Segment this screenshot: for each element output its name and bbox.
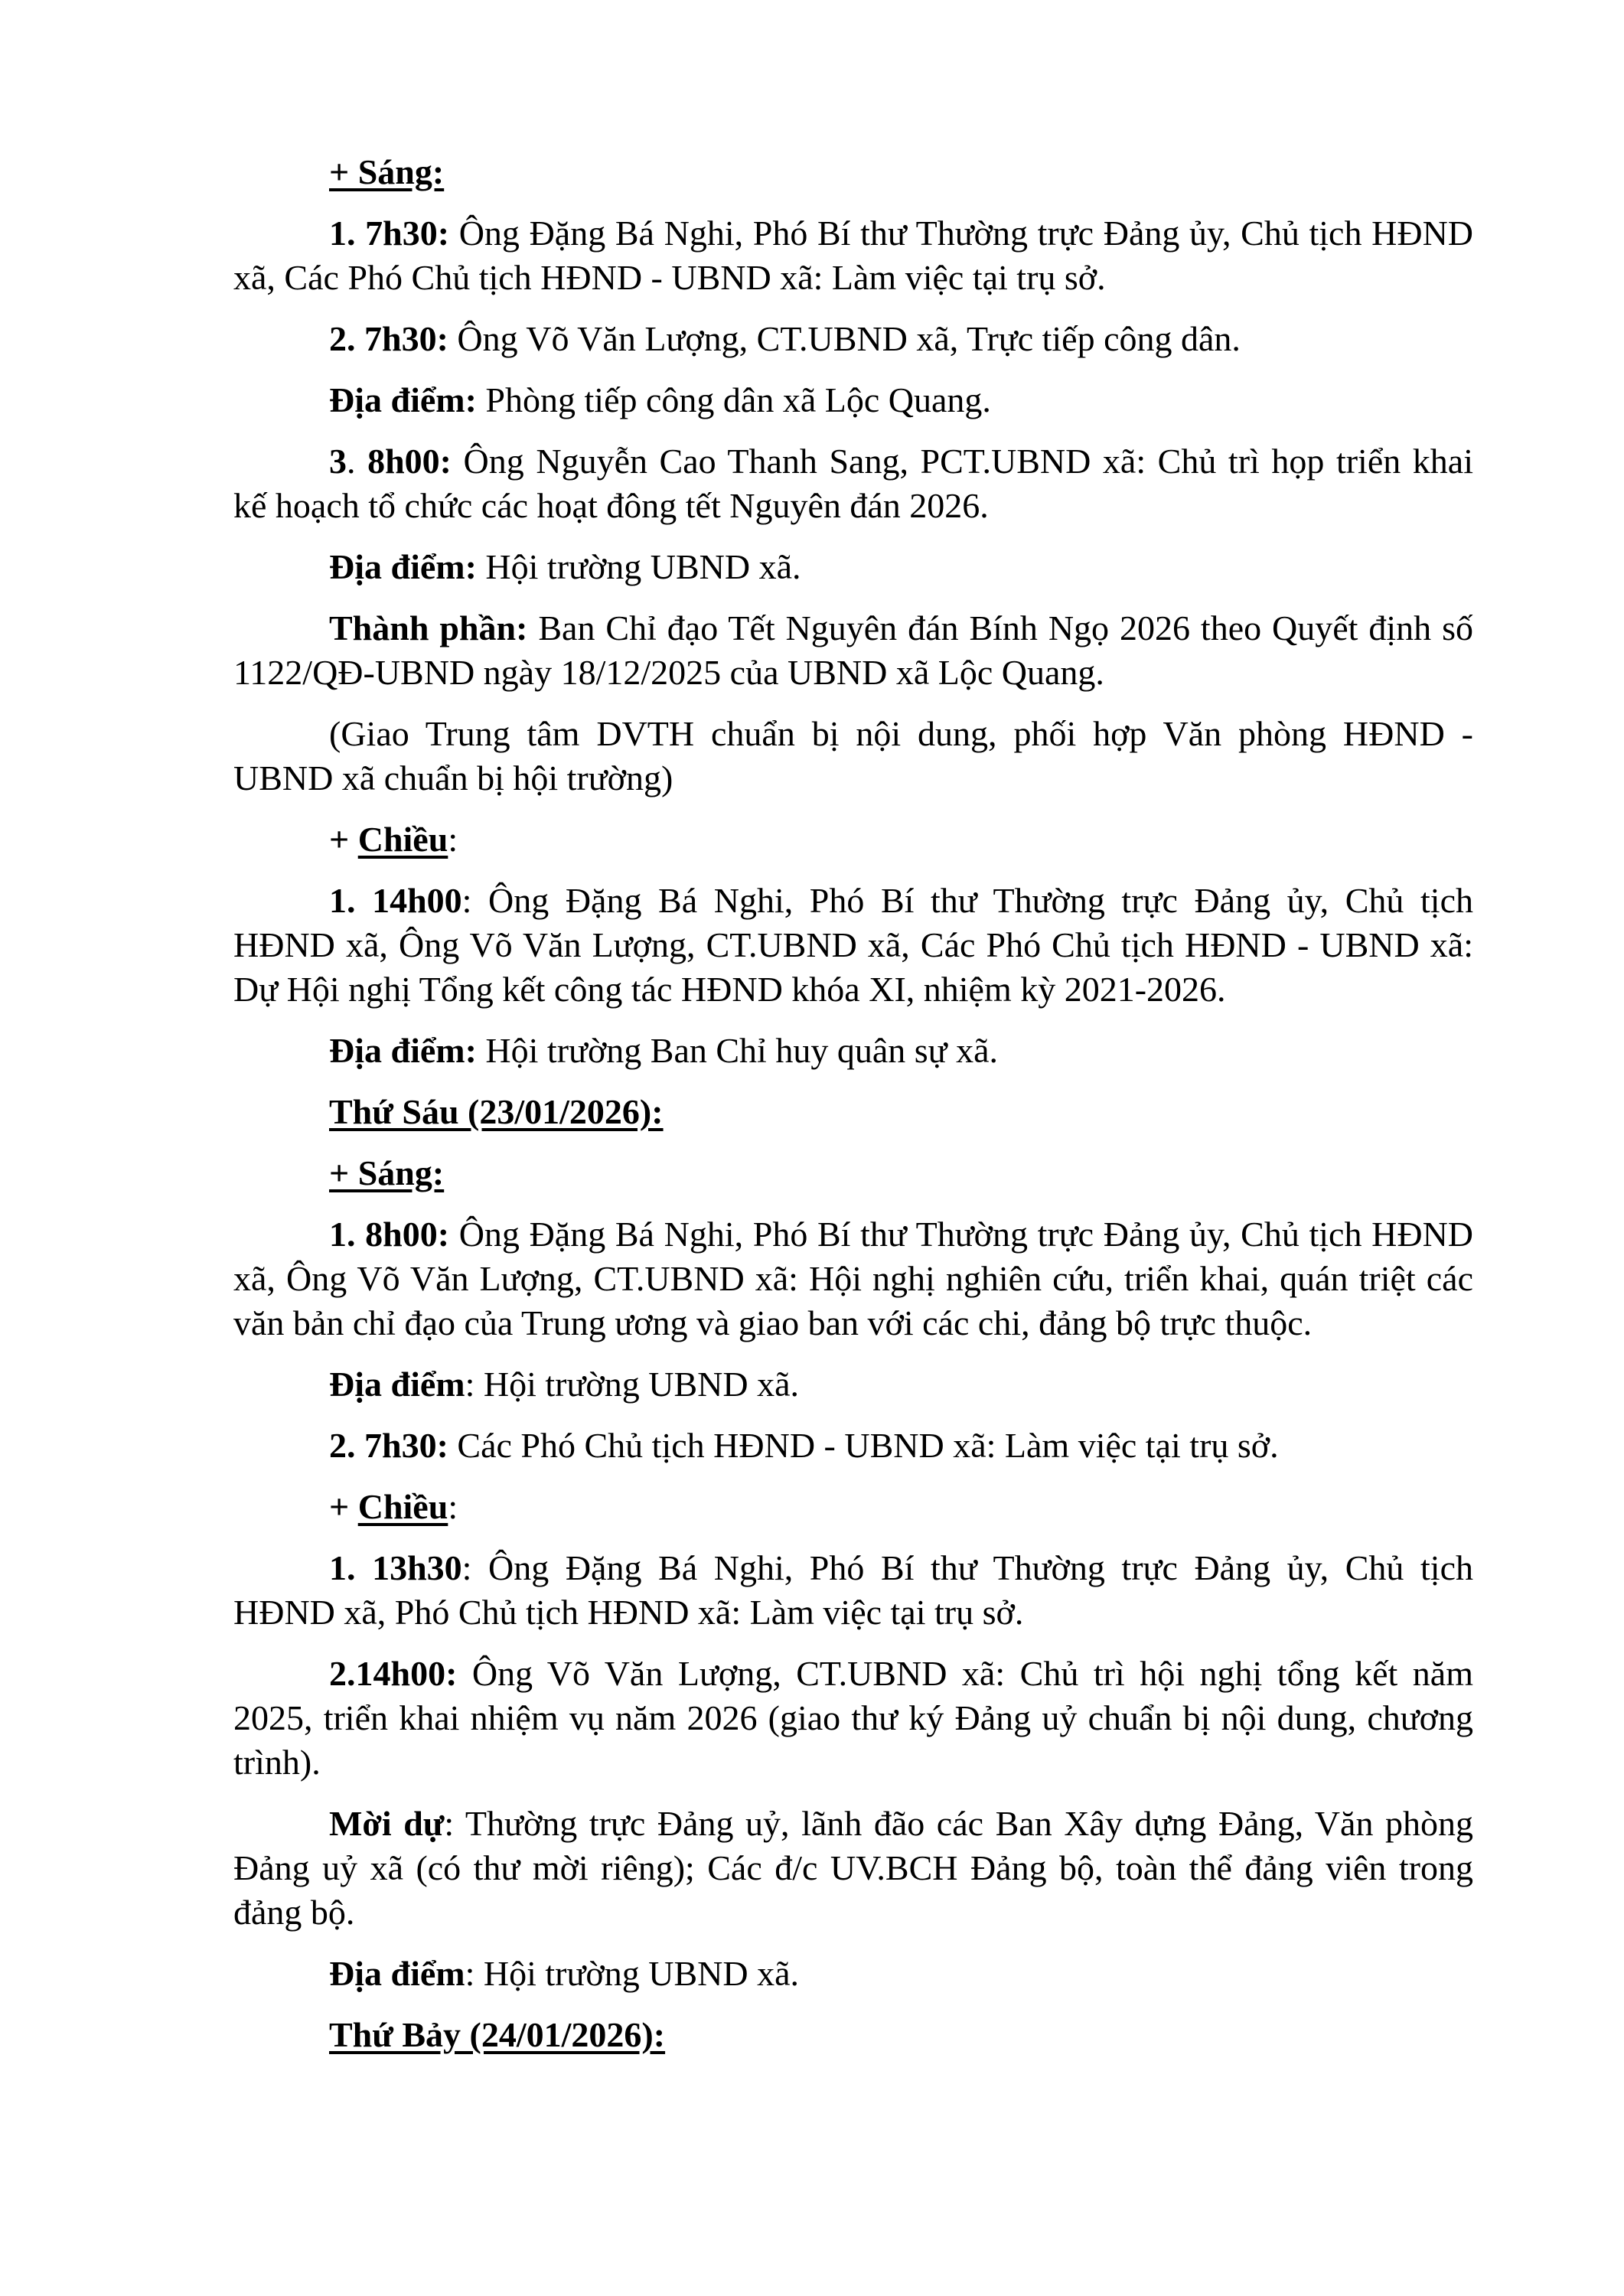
bold-text: Địa điểm: (329, 380, 477, 419)
text: Phòng tiếp công dân xã Lộc Quang. (476, 380, 991, 419)
text: Ông Võ Văn Lượng, CT.UBND xã: Chủ trì hội nghị tổng kết năm 2025, triển khai nhiệm vụ năm 2026 (giao thư ký Đảng uỷ chuẩn bị nội dung, chương trình). (233, 1654, 1473, 1782)
paragraph (233, 1029, 1473, 1073)
text: . (347, 442, 368, 481)
bold-text: + (329, 820, 358, 859)
bold-text: 8h00: (367, 442, 452, 481)
paragraph (233, 1485, 1473, 1529)
bold-text: Thứ Sáu (23/01/2026): (329, 1092, 664, 1131)
bold-text: 2. 7h30: (329, 319, 448, 358)
text: : Ông Đặng Bá Nghi, Phó Bí thư Thường trực Đảng ủy, Chủ tịch HĐND xã, Phó Chủ tịch HĐND xã: Làm việc tại trụ sở. (233, 1548, 1473, 1632)
text: : Thường trực Đảng uỷ, lãnh đão các Ban Xây dựng Đảng, Văn phòng Đảng uỷ xã (có thư mời riêng); Các đ/c UV.BCH Đảng bộ, toàn thể đảng viên trong đảng bộ. (233, 1804, 1473, 1932)
paragraph (233, 1652, 1473, 1785)
text: Các Phó Chủ tịch HĐND - UBND xã: Làm việc tại trụ sở. (448, 1426, 1279, 1465)
paragraph (233, 1952, 1473, 1996)
text: Ông Võ Văn Lượng, CT.UBND xã, Trực tiếp công dân. (448, 319, 1241, 358)
bold-text: + Sáng: (329, 1153, 445, 1192)
paragraph (233, 1212, 1473, 1345)
bold-text: 1. 8h00: (329, 1215, 450, 1254)
text: Ông Đặng Bá Nghi, Phó Bí thư Thường trực Đảng ủy, Chủ tịch HĐND xã, Các Phó Chủ tịch HĐND - UBND xã: Làm việc tại trụ sở. (233, 214, 1474, 297)
paragraph (233, 1424, 1473, 1468)
text: : (448, 1487, 458, 1526)
paragraph (233, 712, 1473, 801)
bold-text: 1. 7h30: (329, 214, 450, 253)
paragraph (233, 606, 1473, 695)
text: : Hội trường UBND xã. (465, 1954, 800, 1993)
text: Ông Đặng Bá Nghi, Phó Bí thư Thường trực Đảng ủy, Chủ tịch HĐND xã, Ông Võ Văn Lượng, CT.UBND xã: Hội nghị nghiên cứu, triển khai, quán triệt các văn bản chỉ đạo của Trung ương và giao ban với các chi, đảng bộ trực thuộc. (233, 1215, 1474, 1342)
paragraph (233, 1362, 1473, 1407)
text: Ban Chỉ đạo Tết Nguyên đán Bính Ngọ 2026 theo Quyết định số 1122/QĐ-UBND ngày 18/12/2025 của UBND xã Lộc Quang. (233, 608, 1473, 692)
text: (Giao Trung tâm DVTH chuẩn bị nội dung, phối hợp Văn phòng HĐND - UBND xã chuẩn bị hội trường) (233, 714, 1473, 797)
bold-text: Địa điểm (329, 1954, 465, 1993)
text: : Ông Đặng Bá Nghi, Phó Bí thư Thường trực Đảng ủy, Chủ tịch HĐND xã, Ông Võ Văn Lượng, CT.UBND xã, Các Phó Chủ tịch HĐND - UBND xã: Dự Hội nghị Tổng kết công tác HĐND khóa XI, nhiệm kỳ 2021-2026. (233, 881, 1473, 1009)
bold-text: Thành phần: (329, 608, 528, 647)
paragraph (233, 150, 1473, 194)
bold-text: + Sáng: (329, 152, 445, 191)
paragraph (233, 1151, 1473, 1195)
document-body (233, 150, 1473, 2074)
bold-text: 1. 14h00 (329, 881, 462, 920)
text: Hội trường Ban Chỉ huy quân sự xã. (476, 1031, 999, 1070)
paragraph (233, 378, 1473, 422)
paragraph (233, 817, 1473, 862)
paragraph (233, 211, 1473, 300)
bold-text: Địa điểm: (329, 1031, 477, 1070)
bold-text: Địa điểm (329, 1365, 465, 1404)
paragraph (233, 545, 1473, 589)
bold-text: 2. 7h30: (329, 1426, 448, 1465)
text: : (448, 820, 458, 859)
text: Ông Nguyễn Cao Thanh Sang, PCT.UBND xã: Chủ trì họp triển khai kế hoạch tổ chức các hoạt đông tết Nguyên đán 2026. (233, 442, 1474, 525)
paragraph (233, 879, 1473, 1012)
paragraph (233, 439, 1473, 528)
paragraph (233, 2013, 1473, 2057)
bold-text: Thứ Bảy (24/01/2026): (329, 2015, 666, 2054)
text: Hội trường UBND xã. (476, 547, 801, 586)
bold-text: 2.14h00: (329, 1654, 458, 1693)
paragraph (233, 1090, 1473, 1134)
paragraph (233, 1546, 1473, 1635)
bold-text: 1. 13h30 (329, 1548, 462, 1587)
bold-text: Mời dự (329, 1804, 445, 1843)
bold-text: Địa điểm: (329, 547, 477, 586)
bold-text: + (329, 1487, 358, 1526)
bold-text: 3 (329, 442, 347, 481)
paragraph (233, 1802, 1473, 1935)
bold-text: Chiều (357, 1487, 448, 1526)
paragraph (233, 317, 1473, 361)
bold-text: Chiều (357, 820, 448, 859)
text: : Hội trường UBND xã. (465, 1365, 800, 1404)
